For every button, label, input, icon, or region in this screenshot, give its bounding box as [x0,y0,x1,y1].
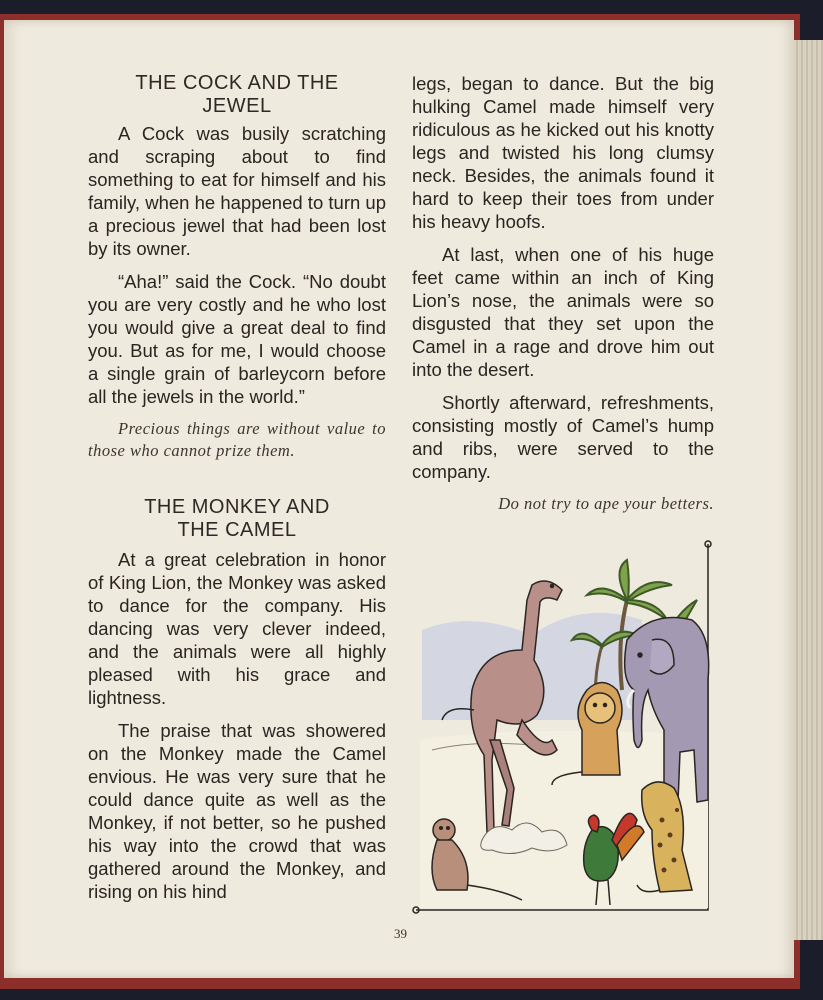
paragraph: “Aha!” said the Cock. “No doubt you are very costly and he who lost you would give a great deal to find you. But as for me, I would choose a single grain of barleycorn before all the jewels in the world.” [88,271,386,407]
fable-title-monkey-and-camel: THE MONKEY AND THE CAMEL [144,496,330,541]
page-number: 39 [394,926,407,941]
paragraph: Shortly afterward, refreshments, consisting mostly of Camel’s hump and ribs, were served to the company. [412,392,714,482]
paragraph: legs, began to dance. But the big hulking Camel made himself very ridiculous as he kicked out his knotty legs and twisted his long clumsy neck. Besides, the animals found it hard to keep their toes from under his heavy hoofs. [412,73,714,232]
illustration-animals-dancing [412,540,716,918]
paragraph: At last, when one of his huge feet came within an inch of King Lion’s nose, the animals were so disgusted that they set upon the Camel in a rage and drove him out into the desert. [412,244,714,380]
page-edges [793,40,823,940]
moral-text: Precious things are without value to those who cannot prize them. [88,419,386,460]
paragraph: The praise that was showered on the Monkey made the Camel envious. He was very sure that he could dance quite as well as the Monkey, if not better, so he pushed his way into the crowd that was gathered around the Monkey, and rising on his hind [88,720,386,902]
left-column [88,72,386,913]
fable-title-cock-and-jewel: THE COCK AND THE JEWEL [135,72,339,117]
paragraph: At a great celebration in honor of King Lion, the Monkey was asked to dance for the company. His dancing was very clever indeed, and the animals were all highly pleased with his grace and lightness. [88,549,386,708]
right-column [412,72,714,515]
paragraph: A Cock was busily scratching and scraping about to find something to eat for himself and his family, when he happened to turn up a precious jewel that had been lost by its owner. [88,123,386,259]
moral-text: Do not try to ape your betters. [498,494,714,513]
